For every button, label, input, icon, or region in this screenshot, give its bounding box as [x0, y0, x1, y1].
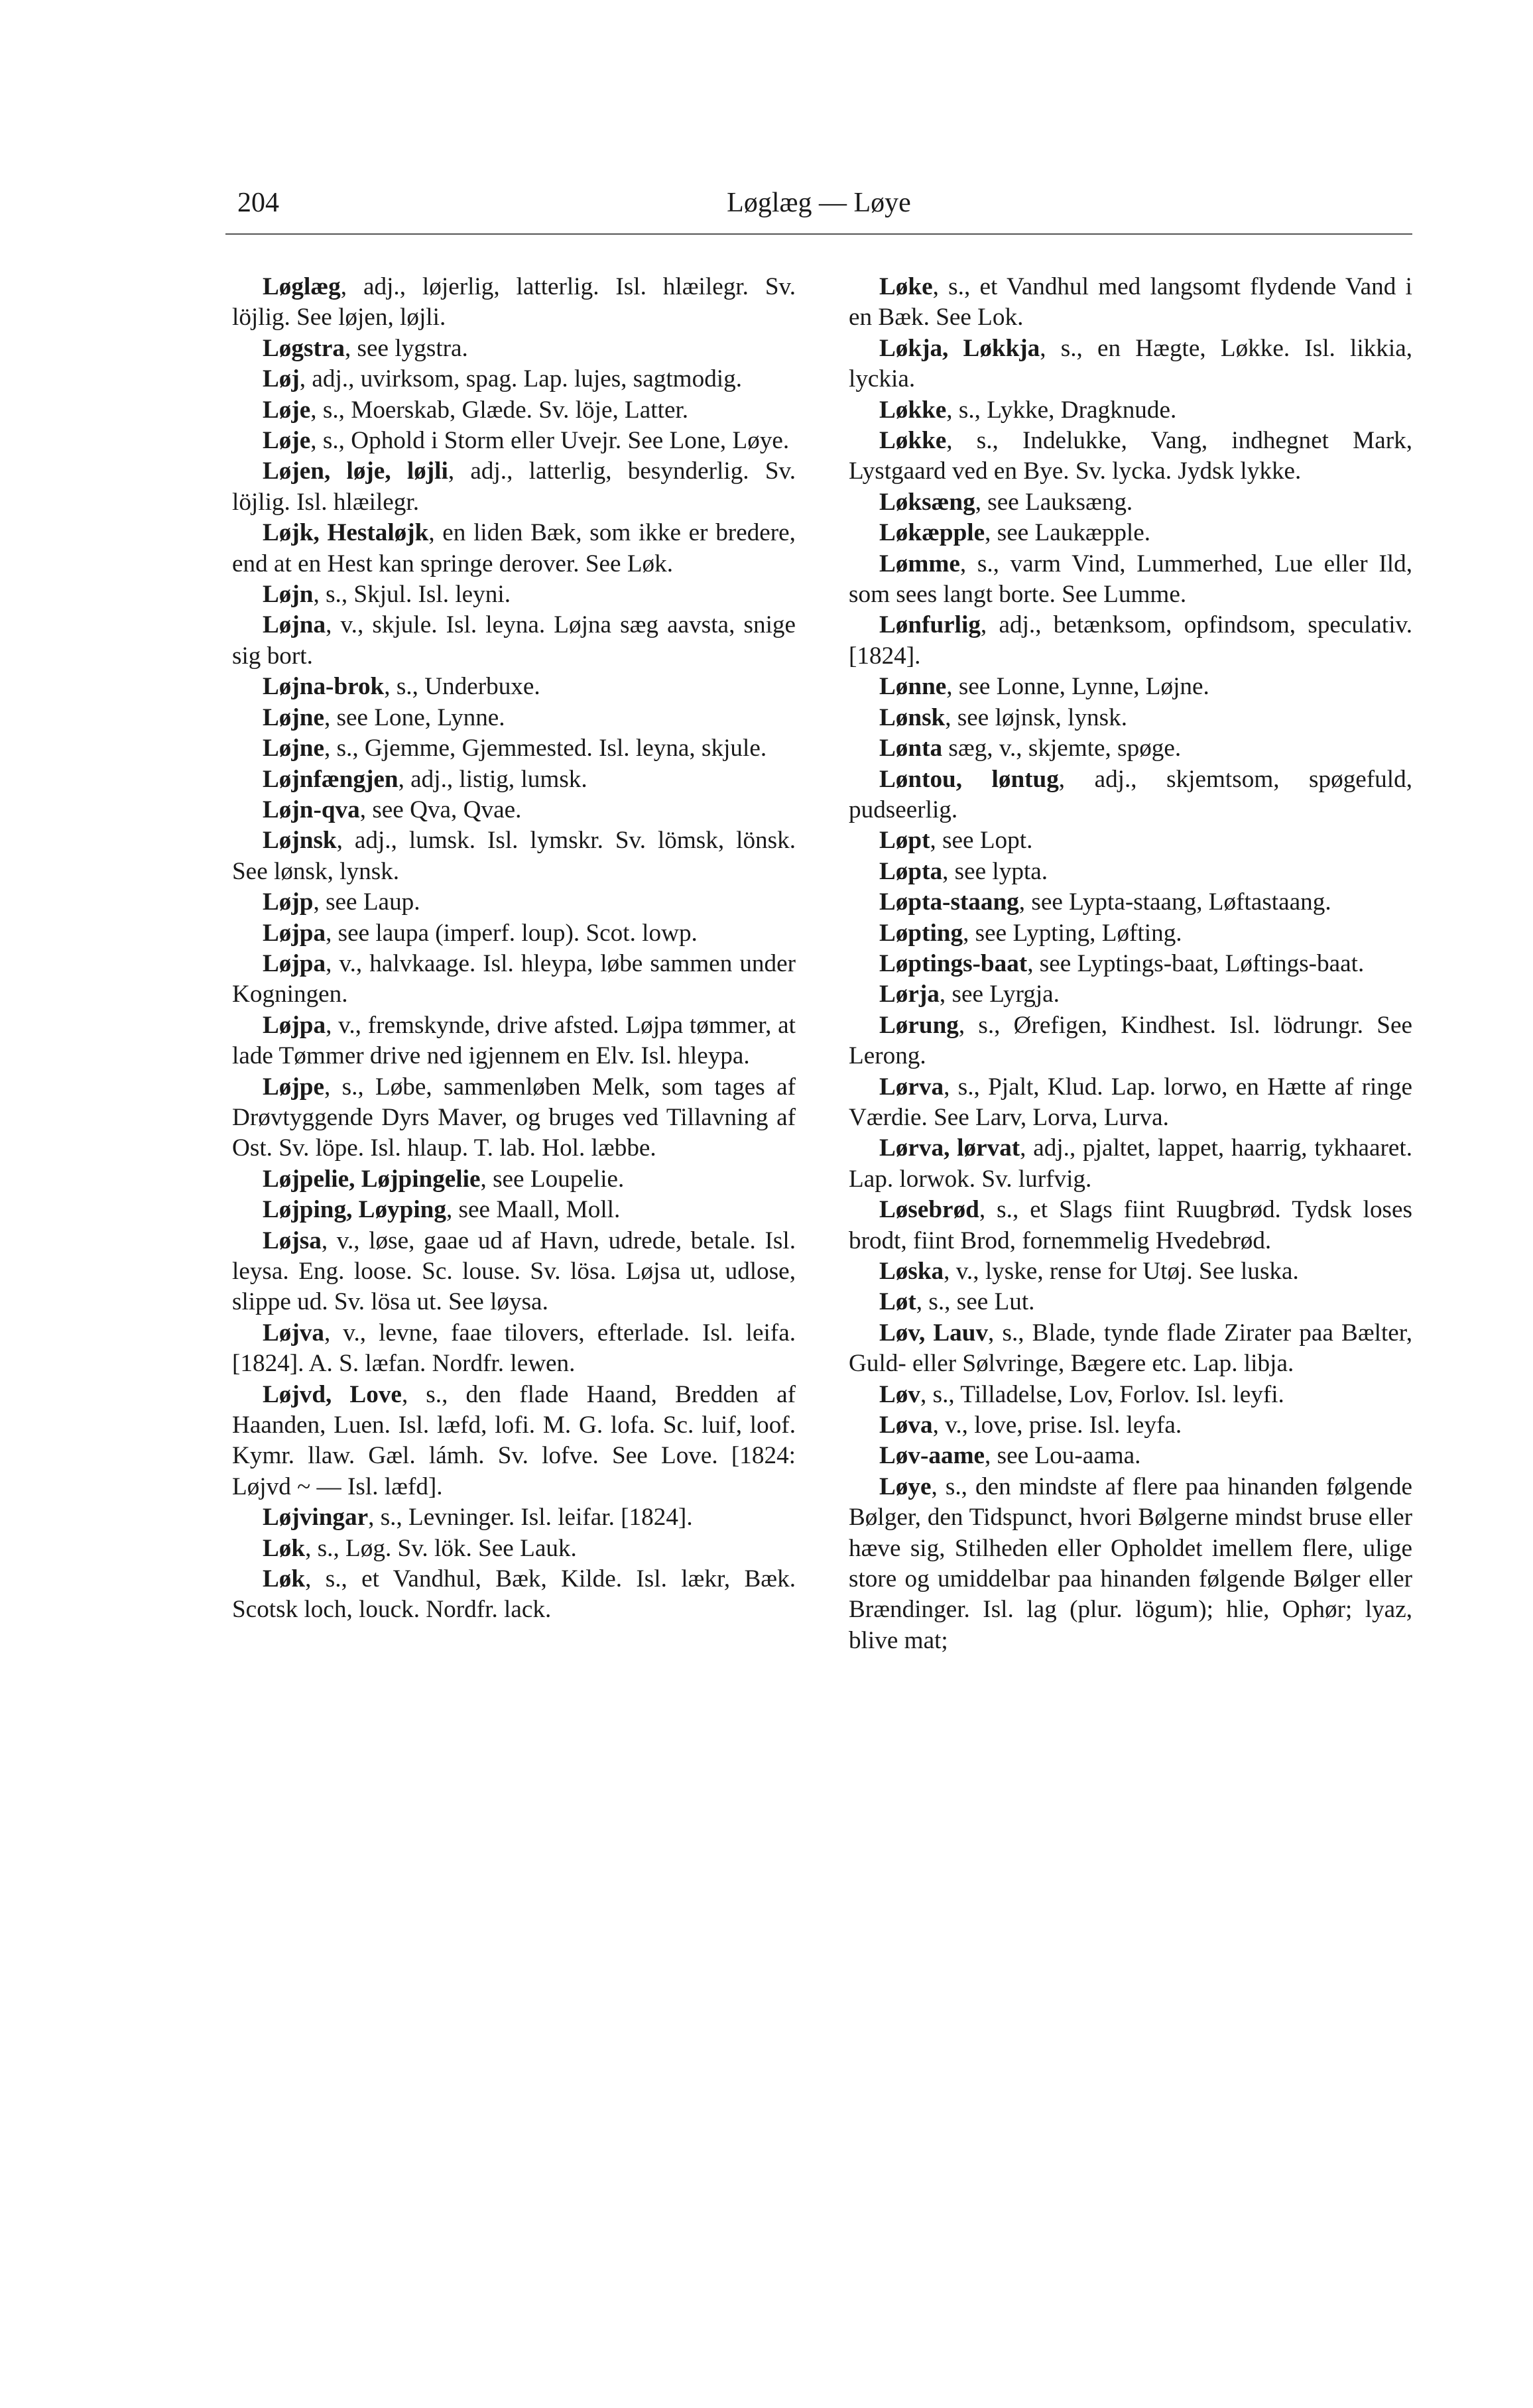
entry-definition: , s., Løbe, sammenløben Melk, som tages af Drøvtyggende Dyrs Maver, og bruges ved Tillavning af Ost. Sv. löpe. Isl. hlaup. T. lab. Hol. læbbe.	[232, 1073, 796, 1162]
entry-definition: , s., den mindste af flere paa hinanden følgende Bølger, den Tidspunct, hvori Bølgerne mindst bruse eller hæve sig, Stilheden eller Opholdet imellem flere, ulige store og umiddelbar paa hinanden følgende Bølger eller Brændinger. Isl. lag (plur. lögum); hlie, Ophør; lyaz, blive mat;	[849, 1473, 1412, 1654]
entry-definition: , see Laukæpple.	[985, 519, 1151, 547]
entry-definition: , s., Skjul. Isl. leyni.	[313, 581, 511, 609]
entry-headword: Løv-aame	[879, 1442, 985, 1470]
entry-definition: , s., Moerskab, Glæde. Sv. löje, Latter.	[310, 396, 689, 424]
entry-definition: , see Lyptings-baat, Løftings-baat.	[1027, 949, 1365, 977]
entry-headword: Løptings-baat	[879, 949, 1028, 977]
entry-headword: Løjping, Løyping	[263, 1196, 446, 1224]
dictionary-entry	[849, 979, 1412, 1010]
entry-definition: , adj., pjaltet, lappet, haarrig, tykhaaret. Lap. lorwok. Sv. lurfvig.	[849, 1134, 1412, 1193]
entry-headword: Løjpe	[263, 1073, 324, 1101]
dictionary-entry	[232, 395, 796, 426]
entry-headword: Løsebrød	[879, 1196, 979, 1224]
dictionary-entry	[232, 1534, 796, 1564]
dictionary-entry	[232, 456, 796, 518]
dictionary-entry	[232, 672, 796, 702]
dictionary-entry	[849, 1318, 1412, 1380]
entry-headword: Løje	[263, 427, 311, 455]
entry-definition: , s., Indelukke, Vang, indhegnet Mark, Lystgaard ved en Bye. Sv. lycka. Jydsk lykke.	[849, 427, 1412, 485]
dictionary-entry	[232, 1195, 796, 1225]
entry-headword: Løt	[879, 1288, 916, 1316]
dictionary-entry	[849, 764, 1412, 826]
entry-definition: , see Qva, Qvae.	[359, 796, 522, 823]
entry-definition: , s., et Vandhul med langsomt flydende Vand i en Bæk. See Lok.	[849, 273, 1412, 331]
entry-headword: Løjp	[263, 888, 314, 916]
entry-headword: Løjpa	[263, 1011, 326, 1039]
entry-definition: , s., Underbuxe.	[384, 673, 540, 701]
dictionary-entry	[232, 518, 796, 579]
entry-headword: Løye	[879, 1473, 932, 1500]
entry-headword: Løgstra	[263, 334, 345, 362]
entry-headword: Løjn-qva	[263, 796, 360, 823]
entry-headword: Løpt	[879, 827, 930, 855]
dictionary-entry	[232, 333, 796, 364]
entry-definition: , adj., løjerlig, latterlig. Isl. hlæilegr. Sv. löjlig. See løjen, løjli.	[232, 273, 796, 331]
entry-definition: , s., en Hægte, Løkke. Isl. likkia, lyckia.	[849, 334, 1412, 393]
running-head	[225, 180, 1412, 227]
dictionary-entry	[232, 918, 796, 949]
entry-headword: Løjna-brok	[263, 673, 385, 701]
entry-headword: Løjne	[263, 735, 324, 762]
header-rule	[225, 233, 1412, 235]
entry-headword: Løpta-staang	[879, 888, 1019, 916]
dictionary-entry	[849, 426, 1412, 487]
dictionary-entry	[232, 1502, 796, 1533]
dictionary-entry	[232, 1318, 796, 1380]
entry-definition: , s., den flade Haand, Bredden af Haanden, Luen. Isl. læfd, lofi. M. G. lofa. Sc. luif, loof. Kymr. llaw. Gæl. lámh. Sv. lofve. See Love. [1824: Løjvd ~ — Isl. læfd].	[232, 1380, 796, 1500]
entry-definition: , adj., uvirksom, spag. Lap. lujes, sagtmodig.	[299, 365, 743, 393]
entry-definition: , s., Lykke, Dragknude.	[946, 396, 1177, 424]
dictionary-entry	[232, 610, 796, 672]
dictionary-entry	[232, 795, 796, 825]
entry-headword: Løjvingar	[263, 1504, 369, 1532]
dictionary-entry	[849, 333, 1412, 395]
entry-headword: Løk	[263, 1565, 306, 1593]
entry-headword: Løj	[263, 365, 300, 393]
entry-definition: , see Lou-aama.	[985, 1442, 1141, 1470]
dictionary-entry	[849, 825, 1412, 856]
entry-definition: , adj., lumsk. Isl. lymskr. Sv. lömsk, lönsk. See lønsk, lynsk.	[232, 827, 796, 885]
dictionary-entry	[232, 579, 796, 610]
dictionary-entry	[849, 1256, 1412, 1287]
entry-headword: Løjna	[263, 611, 326, 639]
entry-headword: Løke	[879, 273, 933, 300]
entry-definition: , see Lopt.	[930, 827, 1033, 855]
dictionary-entry	[232, 1226, 796, 1318]
entry-definition: , see Lone, Lynne.	[324, 703, 505, 731]
entry-definition: , see Lyrgja.	[939, 981, 1060, 1008]
entry-definition: , adj., listig, lumsk.	[398, 765, 587, 793]
dictionary-entry	[849, 272, 1412, 333]
entry-headword: Løjen, løje, løjli	[263, 457, 448, 485]
entry-headword: Lønfurlig	[879, 611, 981, 639]
dictionary-entry	[232, 949, 796, 1010]
entry-headword: Løva	[879, 1412, 933, 1439]
dictionary-entry	[849, 518, 1412, 548]
dictionary-entry	[232, 1380, 796, 1503]
entry-headword: Lørung	[879, 1011, 959, 1039]
dictionary-entry	[232, 887, 796, 918]
entry-definition: , s., Løg. Sv. lök. See Lauk.	[305, 1534, 577, 1562]
dictionary-entry	[849, 487, 1412, 518]
entry-headword: Løk	[263, 1534, 306, 1562]
entry-definition: , s., Ophold i Storm eller Uvejr. See Lone, Løye.	[310, 427, 790, 455]
entry-definition: , s., see Lut.	[916, 1288, 1035, 1316]
page-number: 204	[237, 188, 279, 218]
entry-definition: , see lypta.	[942, 857, 1048, 885]
dictionary-entry	[232, 426, 796, 456]
dictionary-entry	[849, 395, 1412, 426]
entry-definition: , s., et Vandhul, Bæk, Kilde. Isl. lækr, Bæk. Scotsk loch, louck. Nordfr. lack.	[232, 1565, 796, 1624]
entry-definition: , see laupa (imperf. loup). Scot. lowp.	[326, 919, 698, 947]
entry-definition: , v., skjule. Isl. leyna. Løjna sæg aavsta, snige sig bort.	[232, 611, 796, 670]
entry-definition: , s., Ørefigen, Kindhest. Isl. lödrungr. See Lerong.	[849, 1011, 1412, 1070]
left-column	[232, 272, 796, 1626]
entry-headword: Lønne	[879, 673, 947, 701]
entry-headword: Løjvd, Love	[263, 1380, 402, 1408]
entry-headword: Lørja	[879, 981, 940, 1008]
entry-definition: , see løjnsk, lynsk.	[945, 703, 1128, 731]
dictionary-entry	[232, 1072, 796, 1164]
entry-headword: Løpta	[879, 857, 943, 885]
entry-definition: , v., levne, faae tilovers, efterlade. Isl. leifa. [1824]. A. S. læfan. Nordfr. lewen.	[232, 1319, 796, 1378]
entry-definition: , v., halvkaage. Isl. hleypa, løbe sammen under Kogningen.	[232, 949, 796, 1008]
entry-definition: , s., Levninger. Isl. leifar. [1824].	[368, 1504, 693, 1532]
entry-headword: Løjn	[263, 581, 314, 609]
dictionary-entry	[232, 1010, 796, 1072]
dictionary-entry	[232, 733, 796, 764]
entry-definition: , v., løse, gaae ud af Havn, udrede, betale. Isl. leysa. Eng. loose. Sc. louse. Sv. lösa. Løjsa ut, udlose, slippe ud. Sv. lösa ut. See løysa.	[232, 1227, 796, 1316]
entry-definition: sæg, v., skjemte, spøge.	[942, 735, 1182, 762]
dictionary-entry	[849, 610, 1412, 672]
dictionary-entry	[849, 1133, 1412, 1195]
entry-definition: , see Lypting, Løfting.	[963, 919, 1182, 947]
entry-headword: Løglæg	[263, 273, 341, 300]
dictionary-entry	[849, 1441, 1412, 1471]
dictionary-entry	[849, 1287, 1412, 1317]
entry-definition: , see Loupelie.	[480, 1165, 625, 1193]
dictionary-entry	[849, 672, 1412, 702]
entry-headword: Lønsk	[879, 703, 946, 731]
entry-definition: , adj., betænksom, opfindsom, speculativ. [1824].	[849, 611, 1412, 670]
dictionary-entry	[849, 918, 1412, 949]
entry-headword: Løjsa	[263, 1227, 322, 1254]
dictionary-entry	[232, 825, 796, 887]
entry-definition: , en liden Bæk, som ikke er bredere, end at en Hest kan springe derover. See Løk.	[232, 519, 796, 577]
entry-headword: Lømme	[879, 550, 960, 577]
entry-definition: , s., Tilladelse, Lov, Forlov. Isl. leyfi.	[920, 1380, 1284, 1408]
dictionary-entry	[232, 764, 796, 795]
entry-definition: , v., love, prise. Isl. leyfa.	[932, 1412, 1182, 1439]
entry-definition: , s., et Slags fiint Ruugbrød. Tydsk loses brodt, fiint Brod, fornemmelig Hvedebrød.	[849, 1196, 1412, 1254]
dictionary-entry	[849, 1195, 1412, 1256]
dictionary-entry	[849, 857, 1412, 887]
entry-headword: Lønta	[879, 735, 943, 762]
entry-headword: Løv, Lauv	[879, 1319, 989, 1347]
dictionary-entry	[849, 887, 1412, 918]
entry-definition: , see Lonne, Lynne, Løjne.	[946, 673, 1209, 701]
dictionary-entry	[849, 733, 1412, 764]
entry-definition: , s., Pjalt, Klud. Lap. lorwo, en Hætte af ringe Værdie. See Larv, Lorva, Lurva.	[849, 1073, 1412, 1131]
entry-headword: Løv	[879, 1380, 920, 1408]
entry-definition: , adj., latterlig, besynderlig. Sv. löjlig. Isl. hlæilegr.	[232, 457, 796, 516]
entry-headword: Løntou, løntug	[879, 765, 1059, 793]
entry-headword: Løkæpple	[879, 519, 985, 547]
dictionary-entry	[232, 1164, 796, 1195]
dictionary-entry	[849, 1380, 1412, 1410]
entry-definition: , see Laup.	[313, 888, 420, 916]
dictionary-entry	[849, 549, 1412, 611]
entry-headword: Løkja, Løkkja	[879, 334, 1040, 362]
dictionary-entry	[232, 703, 796, 733]
entry-definition: , see Lypta-staang, Løftastaang.	[1018, 888, 1331, 916]
entry-headword: Lørva	[879, 1073, 944, 1101]
entry-headword: Løjnsk	[263, 827, 337, 855]
entry-definition: , s., Gjemme, Gjemmested. Isl. leyna, skjule.	[324, 735, 767, 762]
entry-definition: , see Maall, Moll.	[446, 1196, 621, 1224]
entry-headword: Løjne	[263, 703, 324, 731]
entry-headword: Løpting	[879, 919, 963, 947]
entry-headword: Løjpa	[263, 919, 326, 947]
entry-headword: Løkke	[879, 427, 947, 455]
right-column	[849, 272, 1412, 1656]
entry-headword: Løska	[879, 1258, 944, 1285]
entry-definition: , adj., skjemtsom, spøgefuld, pudseerlig.	[849, 765, 1412, 823]
entry-definition: , see lygstra.	[344, 334, 468, 362]
dictionary-entry	[849, 1472, 1412, 1656]
entry-headword: Løjva	[263, 1319, 324, 1347]
entry-headword: Løkke	[879, 396, 947, 424]
dictionary-entry	[232, 1564, 796, 1626]
entry-headword: Løjnfængjen	[263, 765, 399, 793]
dictionary-entry	[232, 364, 796, 394]
entry-definition: , v., lyske, rense for Utøj. See luska.	[944, 1258, 1299, 1285]
entry-headword: Løjpa	[263, 949, 326, 977]
entry-definition: , v., fremskynde, drive afsted. Løjpa tømmer, at lade Tømmer drive ned igjennem en Elv. Isl. hleypa.	[232, 1011, 796, 1070]
dictionary-entry	[232, 272, 796, 333]
entry-headword: Lørva, lørvat	[879, 1134, 1020, 1162]
entry-headword: Løksæng	[879, 488, 975, 516]
dictionary-entry	[849, 1410, 1412, 1441]
entry-headword: Løjk, Hestaløjk	[263, 519, 429, 547]
entry-headword: Løje	[263, 396, 311, 424]
dictionary-entry	[849, 949, 1412, 979]
dictionary-entry	[849, 1072, 1412, 1134]
entry-definition: , s., Blade, tynde flade Zirater paa Bælter, Guld- eller Sølvringe, Bægere etc. Lap. libja.	[849, 1319, 1412, 1378]
entry-headword: Løjpelie, Løjpingelie	[263, 1165, 481, 1193]
running-title: Løglæg — Løye	[727, 188, 911, 218]
dictionary-entry	[849, 703, 1412, 733]
entry-definition: , see Lauksæng.	[975, 488, 1133, 516]
entry-definition: , s., varm Vind, Lummerhed, Lue eller Ild, som sees langt borte. See Lumme.	[849, 550, 1412, 609]
dictionary-entry	[849, 1010, 1412, 1072]
